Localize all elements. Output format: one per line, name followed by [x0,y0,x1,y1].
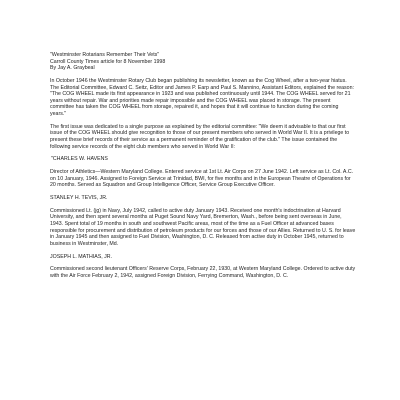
intro-paragraph: In October 1946 the Westminster Rotary Club began publishing its newsletter, known as the Cog Wheel, after a two-year hiatus. The Editorial Committee, Edward C. Seitz, Editor and James P. Earp and Paul S. Mannino, Assistant Editors, explained the reason: "The COG WHEEL made its first appearance in 1923 and was published continuously until 1944. The COG WHEEL served for 21 years without repair. War and priorities made repair impossible and the COG WHEEL was placed in storage. The present committee has taken the COG WHEEL from storage, repaired it, and hopes that it will continue to function during the coming years." [50,77,354,117]
record-text: Director of Athletics—Western Maryland College. Entered service at 1st Lt. Air Corps on 27 June 1942. Left service as Lt. Col. A.C. on 10 January, 1946. Assigned to Foreign Service at Trinidad, BWI, for five months and in the European Theatre of Operations for 20 months. Served as Squadron and Group Intelligence Officer, Service Group Executive Officer. [50,169,354,189]
record-name: "CHARLES W. HAVENS [51,156,108,163]
service-record [50,254,356,280]
first-issue-paragraph: The first issue was dedicated to a single purpose as explained by the editorial committee: "We deem it advisable to that our first issue of the COG WHEEL should give recognition to those of our present members who served in World War II. It is a privilege to present these brief records of their service as a permanent reminder of the gratification of the club." The issue contained the following service records of the eight club members who served in World War II: [50,123,350,150]
article-source: Carroll County Times article for 8 November 1998 [50,58,166,65]
record-name: STANLEY H. TEVIS, JR. [50,195,108,202]
service-record [50,156,356,189]
article-header [50,52,356,72]
service-record [50,195,356,247]
article-title: "Westminster Rotarians Remember Their Vets" [50,52,160,58]
record-name: JOSEPH L. MATHIAS, JR. [50,253,113,260]
record-text: Commissioned second lieutenant Officers' Reserve Corps, February 22, 1930, at Western Maryland College. Ordered to active duty with the Air Force February 2, 1942, assigned Foreign Division, Ferrying Command, Washington, D. C. [50,266,356,279]
article-author: By Jay A. Graybeal [50,65,95,72]
record-text: Commissioned Lt. (jg) in Navy, July 1942, called to active duty January 1943. Received one month's indoctrination at Harvard University, and then spent several months at Puget Sound Navy Yard, Bremerton, Wash., before being sent overseas in June, 1943. Spent total of 19 months in south and southwest Pacific areas, most of the time as a Fuel Officer at advanced bases responsible for procurement and distribution of petroleum products for our forces and those of our Allies. Returned to U. S. for leave in January 1945 and then assigned to Fuel Division, Washington, D. C. Released from active duty in October 1945, returned to business in Westminster, Md. [50,207,356,247]
